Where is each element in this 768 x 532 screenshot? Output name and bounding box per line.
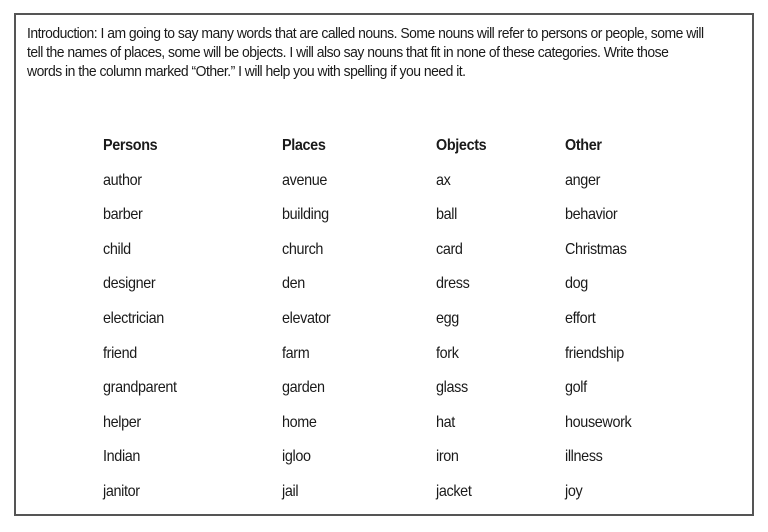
word-item: barber xyxy=(103,206,143,224)
word-item: child xyxy=(103,240,131,258)
column-header: Places xyxy=(282,137,326,154)
column-other xyxy=(565,137,639,518)
word-item: author xyxy=(103,171,142,189)
word-item: joy xyxy=(565,482,583,500)
word-item: fork xyxy=(436,344,459,362)
column-persons xyxy=(103,137,185,518)
word-item: jail xyxy=(282,482,299,500)
intro-text: Introduction: I am going to say many words that are called nouns. Some nouns will refer to persons or people, some will tell the names of places, some will be objects. I will also say nouns that fit in none of these categories. Write those words in the column marked “Other.” I will help you with spelling if you need it. xyxy=(27,25,704,80)
column-objects xyxy=(436,137,492,518)
word-item: helper xyxy=(103,413,141,431)
word-item: designer xyxy=(103,275,156,293)
word-item: card xyxy=(436,240,463,258)
word-item: iron xyxy=(436,448,459,466)
column-header: Objects xyxy=(436,137,487,154)
word-item: behavior xyxy=(565,206,618,224)
word-item: grandparent xyxy=(103,379,177,397)
word-item: effort xyxy=(565,309,596,327)
word-item: elevator xyxy=(282,309,331,327)
word-item: jacket xyxy=(436,482,472,500)
word-item: garden xyxy=(282,379,325,397)
word-item: housework xyxy=(565,413,632,431)
column-header: Other xyxy=(565,137,602,154)
word-item: friendship xyxy=(565,344,624,362)
column-header: Persons xyxy=(103,137,158,154)
word-item: hat xyxy=(436,413,455,431)
word-item: Christmas xyxy=(565,240,627,258)
column-places xyxy=(282,137,336,518)
word-item: golf xyxy=(565,379,587,397)
word-item: farm xyxy=(282,344,310,362)
word-item: building xyxy=(282,206,329,224)
word-item: anger xyxy=(565,171,601,189)
word-item: electrician xyxy=(103,309,164,327)
word-item: den xyxy=(282,275,305,293)
word-item: illness xyxy=(565,448,603,466)
word-item: church xyxy=(282,240,324,258)
word-item: dress xyxy=(436,275,470,293)
word-item: janitor xyxy=(103,482,140,500)
word-item: igloo xyxy=(282,448,311,466)
word-item: glass xyxy=(436,379,468,397)
word-item: home xyxy=(282,413,317,431)
word-item: Indian xyxy=(103,448,141,466)
word-item: dog xyxy=(565,275,588,293)
word-item: egg xyxy=(436,309,459,327)
word-item: ball xyxy=(436,206,457,224)
word-item: friend xyxy=(103,344,137,362)
word-item: avenue xyxy=(282,171,328,189)
word-item: ax xyxy=(436,171,451,189)
worksheet-box xyxy=(14,13,754,516)
